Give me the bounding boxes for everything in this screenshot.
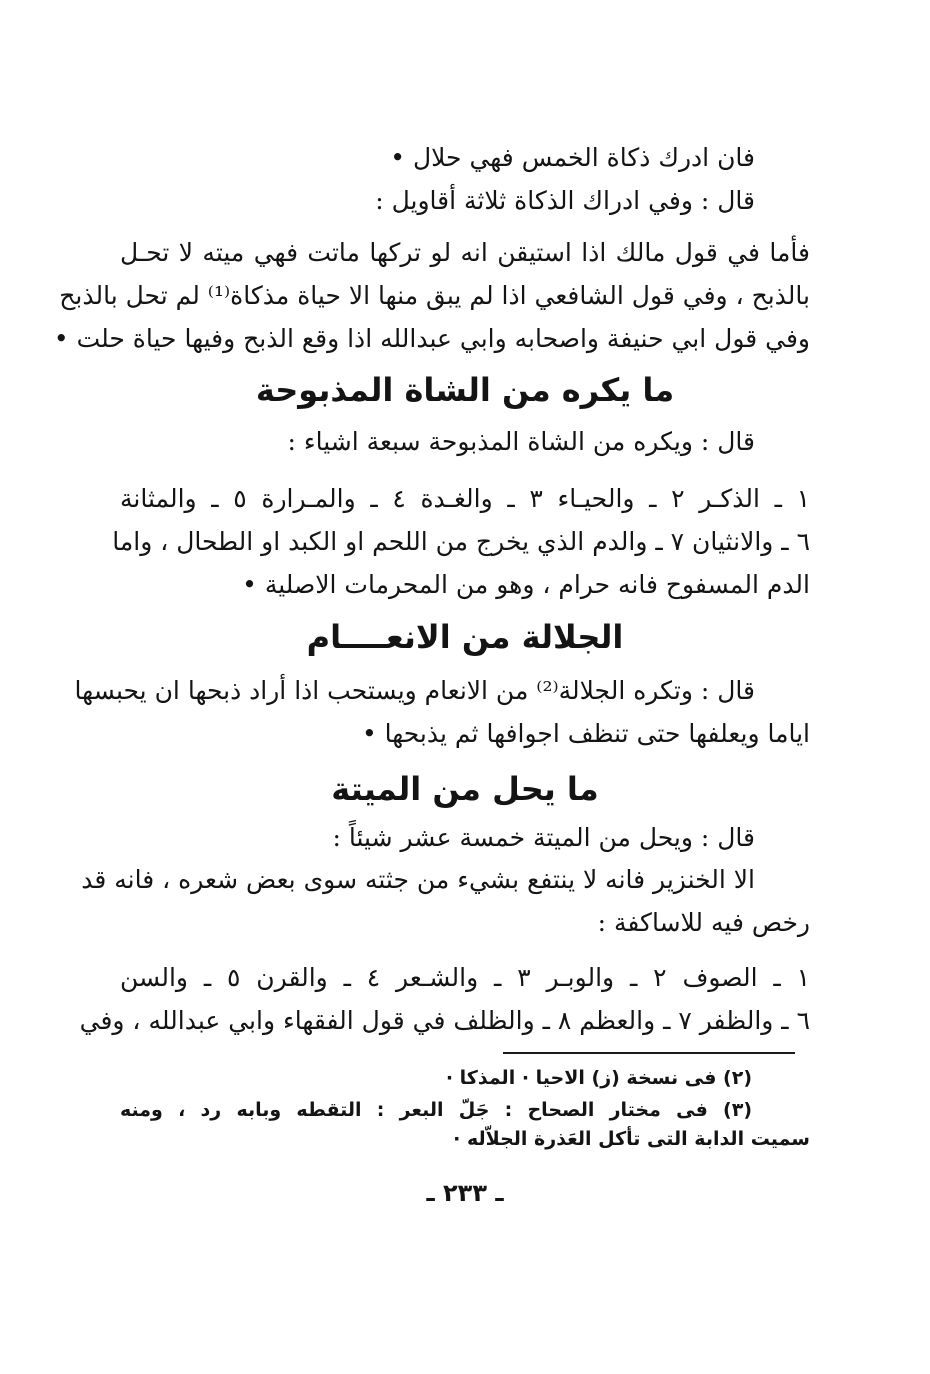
footnote: سميت الدابة التى تأكل العَذرة الجلاّله · — [453, 1128, 810, 1150]
text-line: وفي قول ابي حنيفة واصحابه وابي عبدالله اذا وقع الذبح وفيها حياة حلت • — [53, 324, 810, 353]
text-line: اياما ويعلفها حتى تنظف اجوافها ثم يذبحها • — [361, 719, 810, 748]
footnote: (٣) فى مختار الصحاح : جَلّ البعر : التقطه وبابه رد ، ومنه — [120, 1099, 752, 1121]
text-line: الدم المسفوح فانه حرام ، وهو من المحرمات الاصلية • — [242, 570, 810, 599]
text-line: قال : ويحل من الميتة خمسة عشر شيئاً : — [332, 823, 755, 852]
page-number: ـ ٢٣٣ ـ — [426, 1179, 504, 1207]
text-line: فان ادرك ذكاة الخمس فهي حلال • — [390, 143, 755, 172]
text-line: ١ ـ الذكـر ٢ ـ والحيـاء ٣ ـ والغـدة ٤ ـ والمـرارة ٥ ـ والمثانة — [120, 484, 810, 513]
footnote: (٢) فى نسخة (ز) الاحيا · المذكا · — [445, 1067, 752, 1089]
text-line: رخص فيه للاساكفة : — [597, 908, 810, 937]
text-line: الا الخنزير فانه لا ينتفع بشيء من جثته سوى بعض شعره ، فانه قد — [81, 865, 755, 894]
text-line: فأما في قول مالك اذا استيقن انه لو تركها ماتت فهي ميته لا تحـل — [120, 238, 810, 267]
text-line: بالذبح ، وفي قول الشافعي اذا لم يبق منها الا حياة مذكاة⁽¹⁾ لم تحل بالذبح — [59, 281, 810, 310]
text-line: ١ ـ الصوف ٢ ـ والوبـر ٣ ـ والشـعر ٤ ـ والقرن ٥ ـ والسن — [120, 963, 810, 992]
footnote-divider — [503, 1052, 795, 1054]
text-line: قال : ويكره من الشاة المذبوحة سبعة اشياء : — [287, 427, 755, 456]
text-line: ٦ ـ والانثيان ٧ ـ والدم الذي يخرج من اللحم او الكبد او الطحال ، واما — [112, 527, 810, 556]
section-heading: ما يكره من الشاة المذبوحة — [255, 371, 675, 409]
text-line: قال : وفي ادراك الذكاة ثلاثة أقاويل : — [375, 186, 755, 215]
text-line: ٦ ـ والظفر ٧ ـ والعظم ٨ ـ والظلف في قول الفقهاء وابي عبدالله ، وفي — [79, 1006, 810, 1035]
section-heading: الجلالة من الانعــــام — [306, 618, 624, 656]
section-heading: ما يحل من الميتة — [331, 770, 599, 808]
text-line: قال : وتكره الجلالة⁽²⁾ من الانعام ويستحب اذا أراد ذبحها ان يحبسها — [74, 676, 755, 705]
